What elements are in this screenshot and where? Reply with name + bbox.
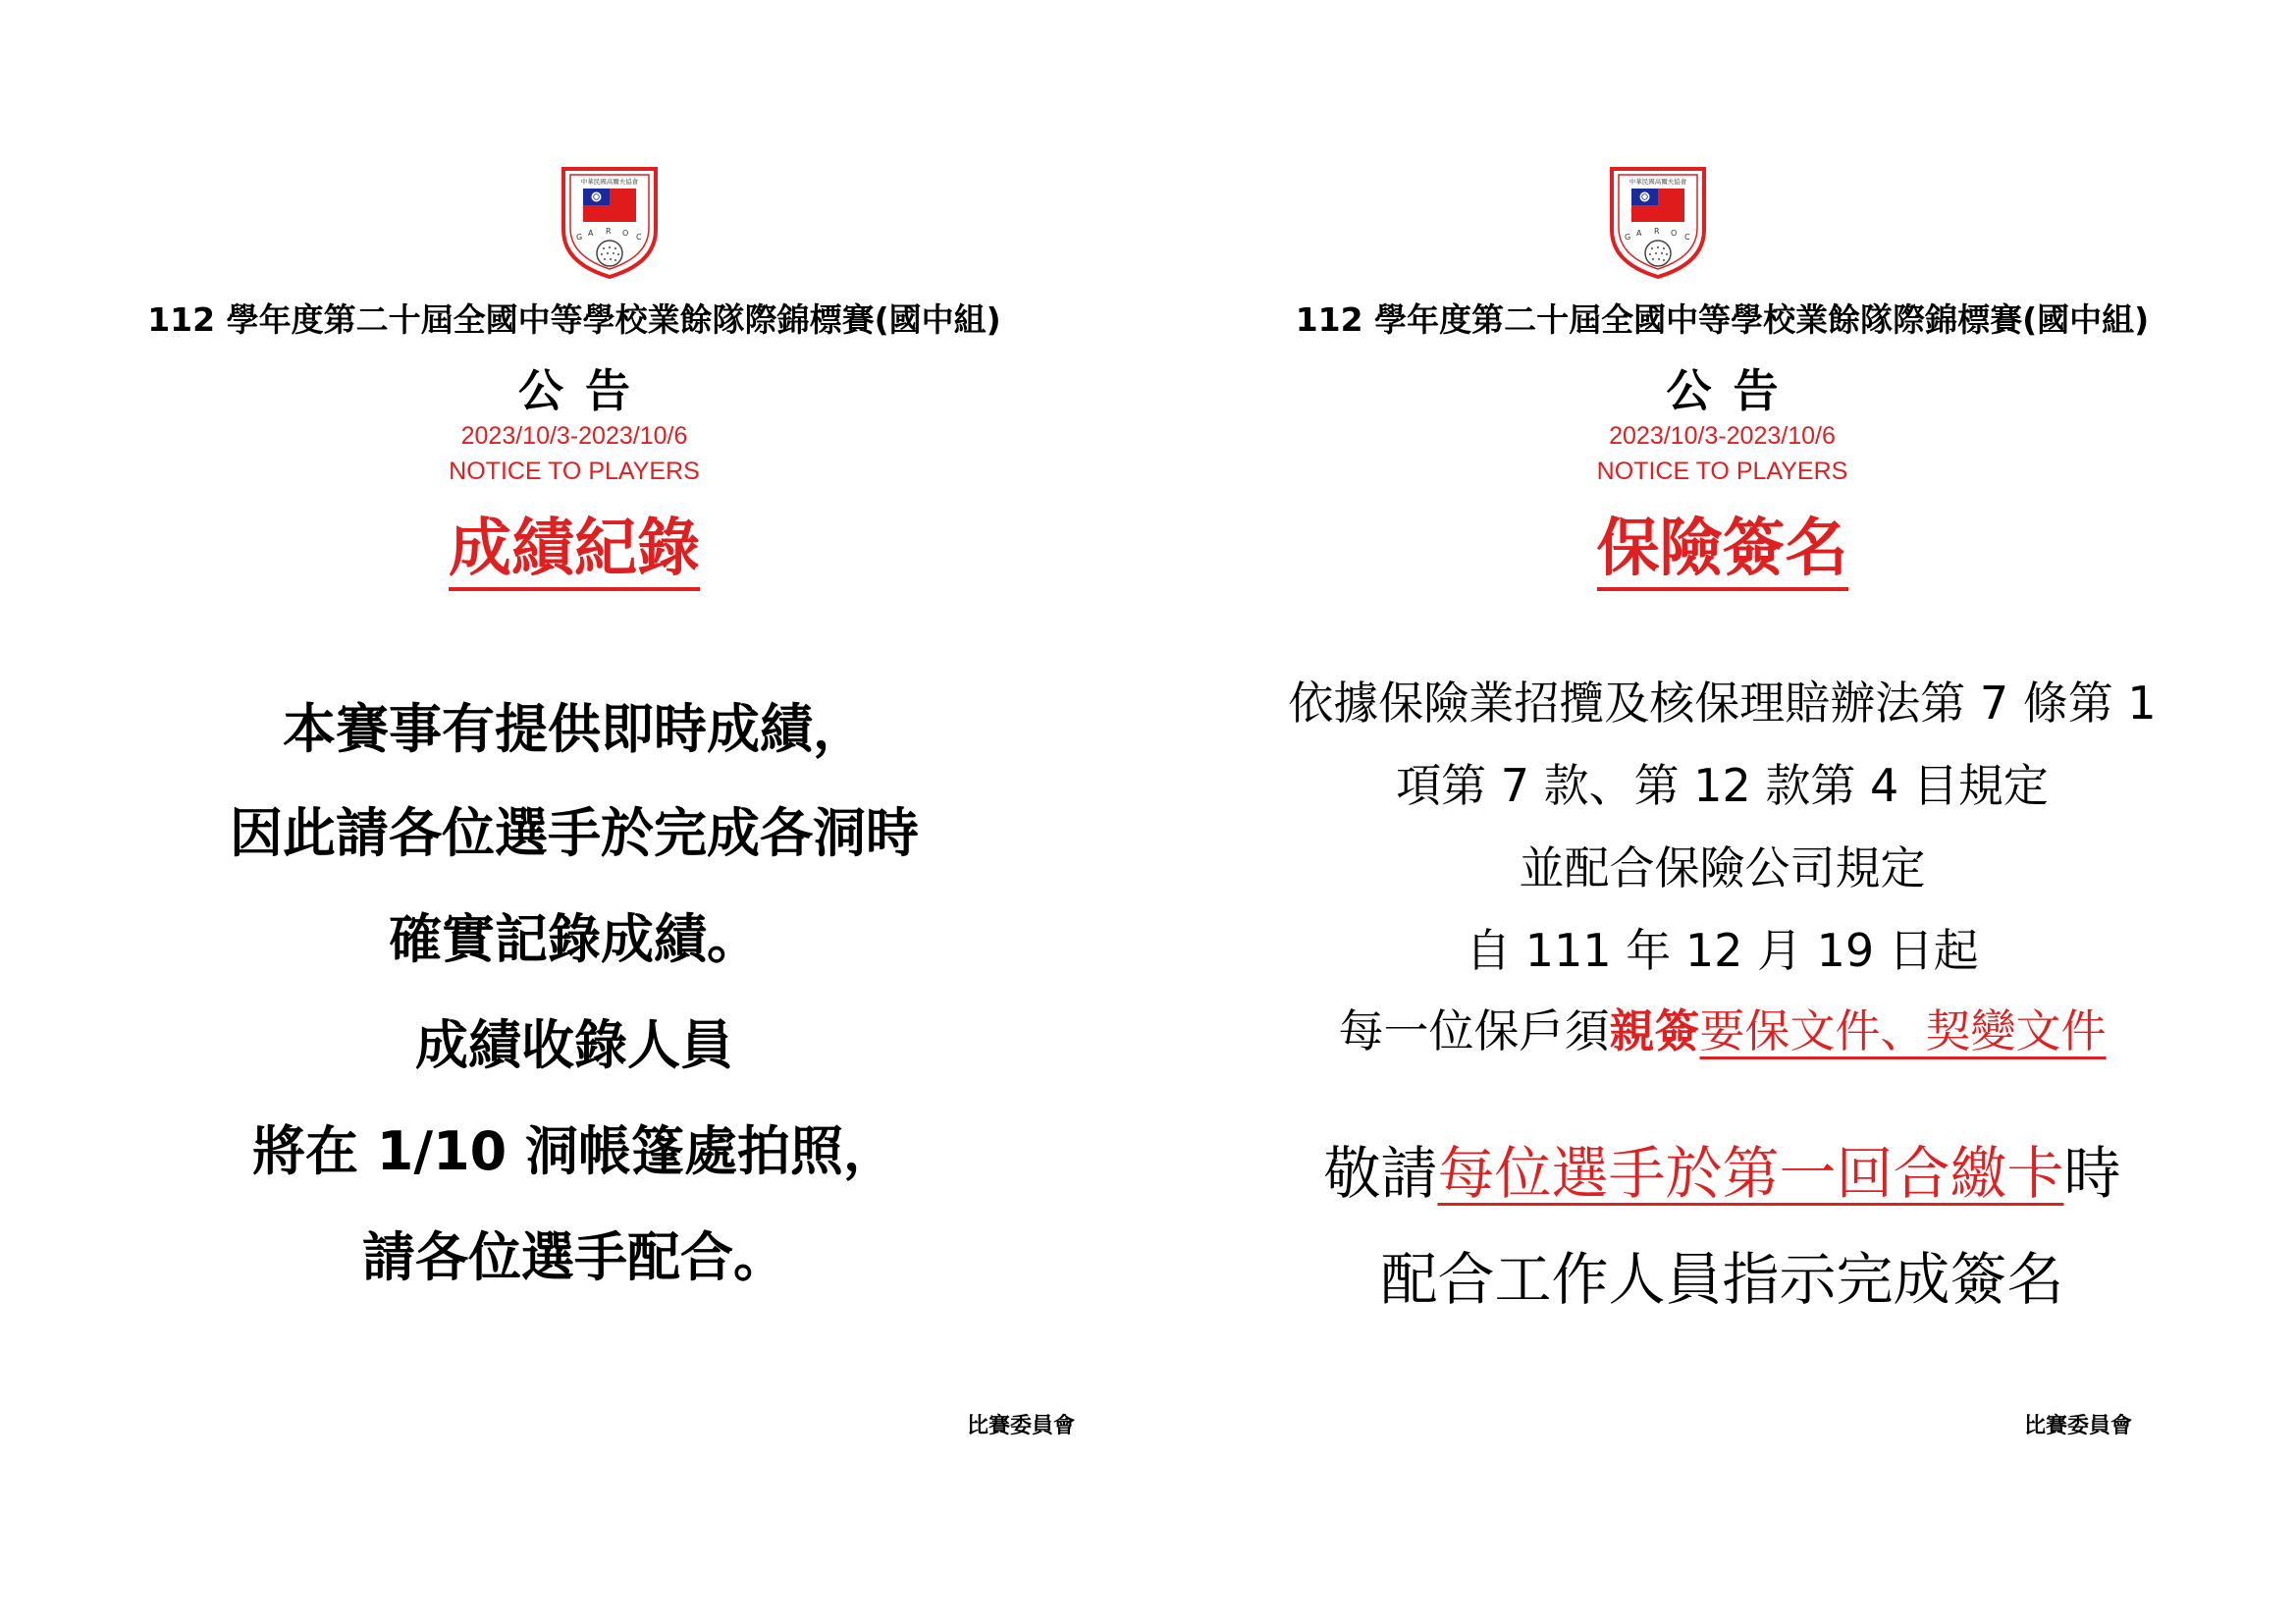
- event-title: 112 學年度第二十屆全國中等學校業餘隊際錦標賽(國中組): [1295, 300, 2150, 339]
- body-line: 並配合保險公司規定: [1519, 841, 1926, 894]
- notice-to-players: NOTICE TO PLAYERS: [449, 458, 700, 485]
- event-dates: 2023/10/3-2023/10/6: [1609, 422, 1836, 450]
- body-line: 依據保險業招攬及核保理賠辦法第 7 條第 1: [1288, 677, 2157, 730]
- body-line: 請各位選手配合。: [362, 1226, 786, 1288]
- body-line-players-request: [1148, 1127, 2296, 1210]
- emphasis-sign-in-person: 親簽: [1609, 1004, 1700, 1057]
- notice-heading: 成績紀錄: [0, 513, 1148, 591]
- notice-insurance: [1148, 0, 2296, 1624]
- body-line: 本賽事有提供即時成績，: [283, 698, 866, 760]
- body-line: 自 111 年 12 月 19 日起: [1466, 924, 1979, 977]
- body-line: 成績收錄人員: [415, 1014, 733, 1076]
- body-line: 配合工作人員指示完成簽名: [1380, 1246, 2064, 1313]
- line-text: 敬請: [1323, 1140, 1438, 1207]
- event-dates: 2023/10/3-2023/10/6: [460, 422, 688, 450]
- line-text: 每一位保戶須: [1338, 1004, 1610, 1057]
- body-line: 確實記錄成績。: [389, 908, 760, 970]
- body-line-signature-requirement: [1148, 996, 2296, 1060]
- body-line: 因此請各位選手於完成各洞時: [230, 802, 919, 864]
- body-line: 將在 1/10 洞帳篷處拍照，: [251, 1120, 897, 1182]
- body-line: 項第 7 款、第 12 款第 4 目規定: [1396, 759, 2049, 812]
- notice-label: 公告: [518, 364, 652, 417]
- notice-to-players: NOTICE TO PLAYERS: [1596, 458, 1848, 485]
- garoc-logo: [1608, 165, 1708, 281]
- emphasis-first-round: 每位選手於第一回合繳卡: [1437, 1140, 2064, 1207]
- notice-label: 公告: [1666, 364, 1800, 417]
- signature: 比賽委員會: [967, 1414, 1076, 1438]
- garoc-logo: [560, 165, 660, 281]
- event-title: 112 學年度第二十屆全國中等學校業餘隊際錦標賽(國中組): [147, 300, 1001, 339]
- emphasis-documents: 要保文件、契變文件: [1699, 1004, 2107, 1057]
- notice-heading: 保險簽名: [1148, 513, 2296, 591]
- line-text: 時: [2063, 1140, 2121, 1207]
- signature: 比賽委員會: [2024, 1414, 2133, 1438]
